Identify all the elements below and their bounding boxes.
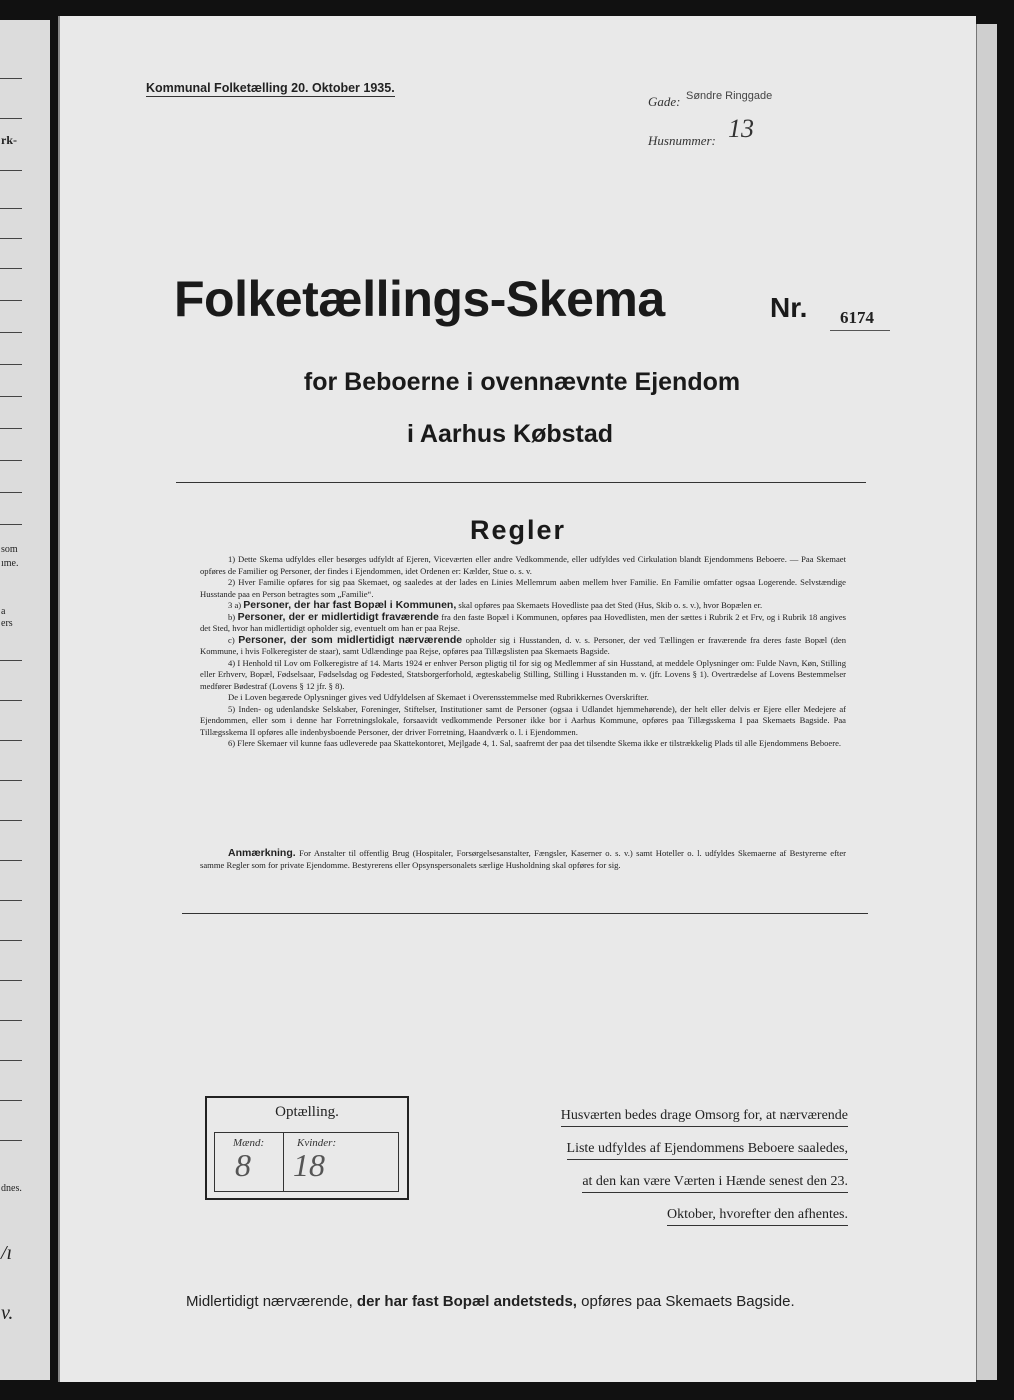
ruled-line [0, 524, 22, 525]
ruled-line [0, 900, 22, 901]
fragment-handwriting: v. [1, 1302, 14, 1324]
men-label: Mænd: [233, 1137, 265, 1149]
divider-line [176, 482, 866, 483]
ruled-line [0, 300, 22, 301]
ruled-line [0, 118, 22, 119]
rule-4: 4) I Henhold til Lov om Folkeregistre af 14. Marts 1924 er enhver Person pligtig til for sig og Medlemmer af sin Husstand, at meddele Oplysninger om: Fulde Navn, Køn, Stilling eller Erhverv, Bopæl, Fødselsaar, Fødselsdag og Fødested, Statsborgerforhold, ægteskabelig Stilling, Stilling i Husstanden m. v. (jfr. Lovens § 1). Overtrædelse af Lovens Bestemmelser medfører Bødestraf (Lovens § 12 jfr. § 8). [200, 657, 846, 691]
ruled-line [0, 238, 22, 239]
host-instruction [508, 1099, 848, 1231]
rule-3c-text: opholder sig i Husstanden, d. v. s. Personer, der ved Tællingen er fraværende fra deres faste Bopæl (den Kommune, i hvis Folkeregister de staar), samt Udlændinge paa Rejse, opføres paa Tillægslisten paa Skemaets Bagside. [200, 634, 846, 656]
fragment-text: som [1, 544, 18, 555]
form-number-line [830, 330, 890, 331]
adjacent-page-fragment [0, 20, 50, 1380]
ruled-line [0, 1140, 22, 1141]
footer-instruction [186, 1293, 795, 1310]
ruled-line [0, 700, 22, 701]
footer-part-2: der har fast Bopæl andetsteds, [356, 1293, 577, 1310]
ruled-line [0, 660, 22, 661]
ruled-line [0, 364, 22, 365]
rule-3c-heading: Personer, der som midlertidigt nærværende [238, 633, 463, 646]
rule-6: 6) Flere Skemaer vil kunne faas udleverede paa Skattekontoret, Mejlgade 4, 1. Sal, saafremt der paa det tilsendte Skema ikke er tilstrækkelig Plads til alle Ejendommens Beboere. [228, 738, 842, 748]
fragment-text: a [1, 606, 6, 617]
count-box-title: Optælling. [275, 1104, 339, 1120]
fragment-handwriting: /ı [1, 1242, 13, 1264]
form-number-label: Nr. [770, 292, 808, 323]
form-main-title: Folketællings-Skema [174, 271, 665, 327]
ruled-line [0, 428, 22, 429]
rule-3b [200, 612, 846, 635]
host-instruction-line: Husværten bedes drage Omsorg for, at nærværende [561, 1106, 848, 1127]
ruled-line [0, 332, 22, 333]
rule-3a-heading: Personer, der har fast Bopæl i Kommunen, [243, 599, 457, 611]
divider-line [182, 913, 868, 914]
count-box-divider [283, 1133, 284, 1191]
rule-3a-prefix: 3 a) [228, 600, 242, 610]
rule-4b: De i Loven begærede Oplysninger gives ved Udfyldelsen af Skemaet i Overensstemmelse med Rubrikkernes Overskrifter. [228, 692, 649, 702]
ruled-line [0, 860, 22, 861]
ruled-line [0, 740, 22, 741]
rule-1: 1) Dette Skema udfyldes eller besørges udfyldt af Ejeren, Viceværten eller andre Vedkommende, eller udfyldes ved Cirkulation blandt Ejendommens Beboere. — Paa Skemaet opføres de Familier og Personer, der findes i Ejendommen, idet Ordenen er: Kælder, Stue o. s. v. [200, 554, 846, 576]
rule-3b-text: fra den faste Bopæl i Kommunen, opføres paa Hovedlisten, men der sættes i Rubrik 2 et Frv, og i Rubrik 18 angives det Sted, hvor han midlertidigt opholder sig, eventuelt om han er paa Rejse. [200, 611, 846, 633]
street-value: Søndre Ringgade [686, 90, 773, 102]
host-instruction-line: Oktober, hvorefter den afhentes. [667, 1205, 848, 1226]
annotation-note [200, 848, 846, 871]
ruled-line [0, 940, 22, 941]
ruled-line [0, 780, 22, 781]
host-instruction-line: Liste udfyldes af Ejendommens Beboere saaledes, [567, 1139, 848, 1160]
fragment-text: dnes. [1, 1183, 22, 1194]
annotation-text: For Anstalter til offentlig Brug (Hospitaler, Forsørgelsesanstalter, Fængsler, Kaserner o. s. v.) samt Hoteller o. l. udfyldes Skemaerne af Bestyrerne efter samme Regler som for private Ejendomme. Bestyrerens eller Opsynspersonalets særlige Husholdning skal opføres for sig. [200, 848, 846, 870]
ruled-line [0, 1100, 22, 1101]
rule-3b-prefix: b) [228, 611, 236, 622]
ruled-line [0, 268, 22, 269]
fragment-text: ıme. [1, 558, 19, 569]
ruled-line [0, 980, 22, 981]
ruled-line [0, 78, 22, 79]
form-number-value: 6174 [840, 308, 874, 327]
house-number-label: Husnummer: [648, 133, 716, 148]
count-box-grid [214, 1132, 399, 1192]
count-box [205, 1096, 409, 1200]
rule-5: 5) Inden- og udenlandske Selskaber, Foreninger, Stiftelser, Institutioner samt de Personer (ogsaa i Udlandet hjemmehørende), der helt eller delvis er Ejere eller Medejere af Ejendommen, eller som i denne har Forretningslokale, forsaavidt vedkommende Personer ikke bor i Aarhus Kommune, opføres paa Tillægsskema I paa Skemaets Bagside. Paa Tillægsskema II opføres alle indenbysboende Personer, der driver Forretning, Haandværk o. l. i Ejendommen. [200, 703, 846, 737]
ruled-line [0, 492, 22, 493]
footer-part-3: opføres paa Skemaets Bagside. [581, 1293, 795, 1310]
ruled-line [0, 820, 22, 821]
ruled-line [0, 1020, 22, 1021]
host-instruction-line: at den kan være Værten i Hænde senest den 23. [582, 1172, 848, 1193]
women-label: Kvinder: [297, 1137, 337, 1149]
rule-3c-prefix: c) [228, 634, 235, 645]
ruled-line [0, 396, 22, 397]
rule-3a-text: skal opføres paa Skemaets Hovedliste paa det Sted (Hus, Skib o. s. v.), hvor Bopælen er. [458, 600, 763, 610]
street-label: Gade: [648, 94, 681, 109]
form-subtitle-town: i Aarhus Købstad [406, 420, 614, 448]
fragment-text: ers [1, 618, 13, 629]
rule-3b-heading: Personer, der er midlertidigt fraværende [237, 610, 439, 623]
rules-body [200, 554, 846, 750]
page-edge [976, 24, 997, 1380]
census-header-title: Kommunal Folketælling 20. Oktober 1935. [146, 81, 395, 95]
footer-part-1: Midlertidigt nærværende, [186, 1293, 353, 1310]
ruled-line [0, 460, 22, 461]
rules-heading: Regler [470, 515, 567, 545]
ruled-line [0, 208, 22, 209]
fragment-text: rk- [1, 133, 17, 147]
rule-2: 2) Hver Familie opføres for sig paa Skemaet, og saaledes at der lades en Linies Mellemrum aaben mellem hver Familie. En Familie omfatter ogsaa Logerende. Selvstændige Husstande paa en Person betragtes som „Familie“. [200, 577, 846, 599]
ruled-line [0, 170, 22, 171]
form-subtitle-residents: for Beboerne i ovennævnte Ejendom [303, 368, 741, 396]
rule-3c [200, 635, 846, 658]
house-number-value: 13 [728, 114, 754, 143]
women-count: 18 [293, 1147, 325, 1183]
ruled-line [0, 1060, 22, 1061]
annotation-label: Anmærkning. [228, 847, 296, 859]
men-count: 8 [235, 1147, 251, 1183]
